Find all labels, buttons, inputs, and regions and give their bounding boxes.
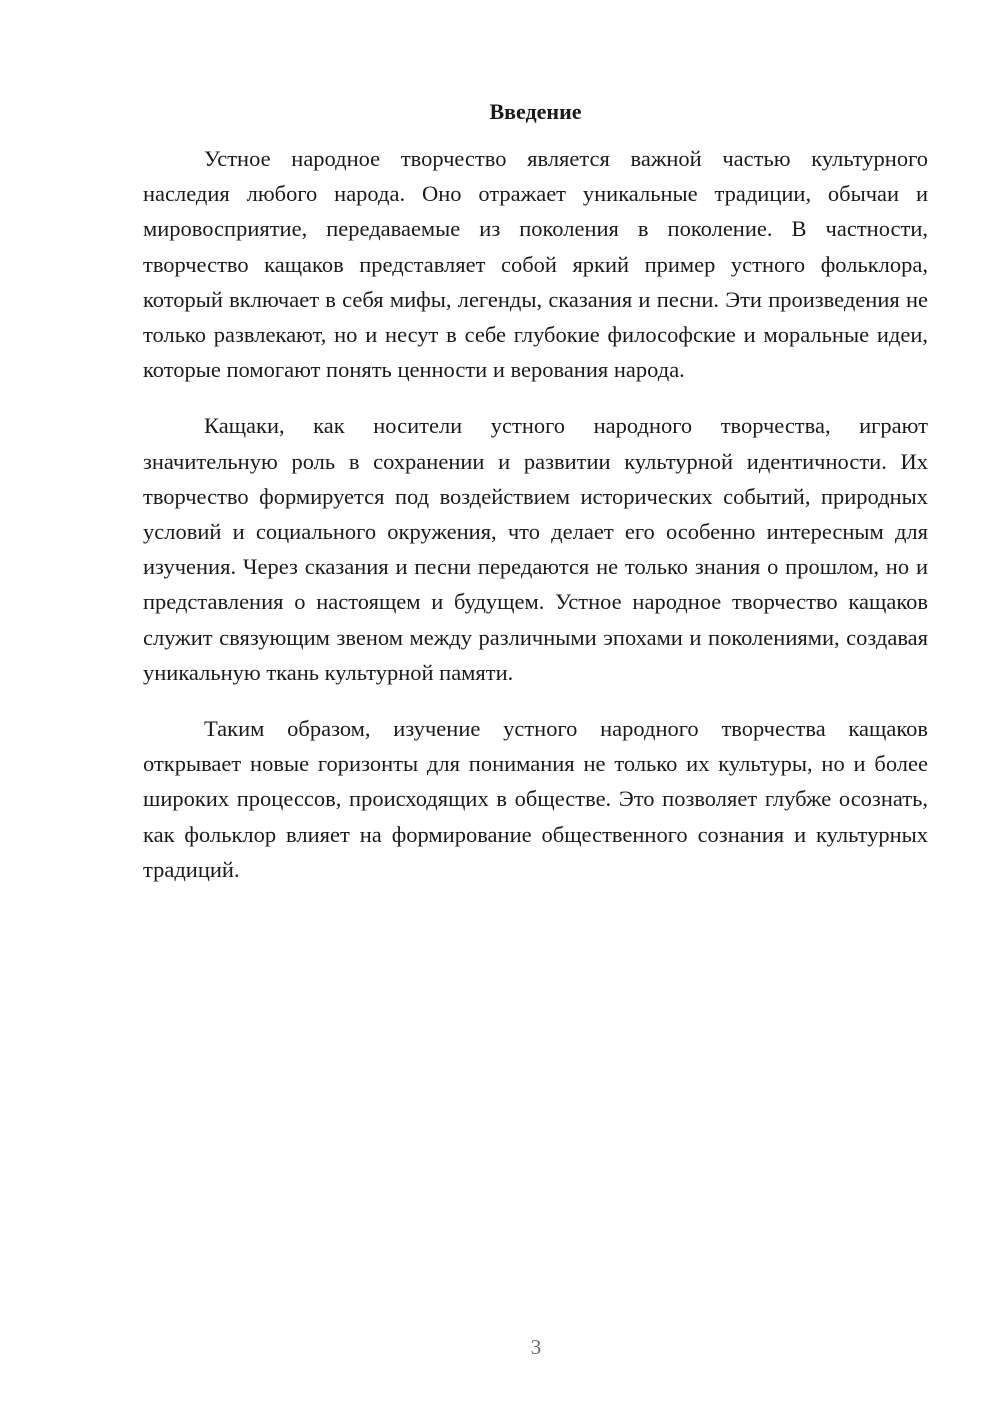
body-text	[143, 141, 928, 908]
paragraph-2: Кащаки, как носители устного народного творчества, играют значительную роль в сохранении и развитии культурной идентичности. Их творчество формируется под воздействием исторических событий, природных условий и социального окружения, что делает его особенно интересным для изучения. Через сказания и песни передаются не только знания о прошлом, но и представления о настоящем и будущем. Устное народное творчество кащаков служит связующим звеном между различными эпохами и поколениями, создавая уникальную ткань культурной памяти.	[143, 413, 928, 685]
section-title: Введение	[489, 99, 582, 124]
paragraph-3: Таким образом, изучение устного народного творчества кащаков открывает новые горизонты для понимания не только их культуры, но и более широких процессов, происходящих в обществе. Это позволяет глубже осознать, как фольклор влияет на формирование общественного сознания и культурных традиций.	[143, 716, 928, 882]
page-number: 3	[530, 1335, 542, 1359]
paragraph-1: Устное народное творчество является важной частью культурного наследия любого народа. Оно отражает уникальные традиции, обычаи и мировосприятие, передаваемые из поколения в поколение. В частности, творчество кащаков представляет собой яркий пример устного фольклора, который включает в себя мифы, легенды, сказания и песни. Эти произведения не только развлекают, но и несут в себе глубокие философские и моральные идеи, которые помогают понять ценности и верования народа.	[143, 146, 928, 383]
